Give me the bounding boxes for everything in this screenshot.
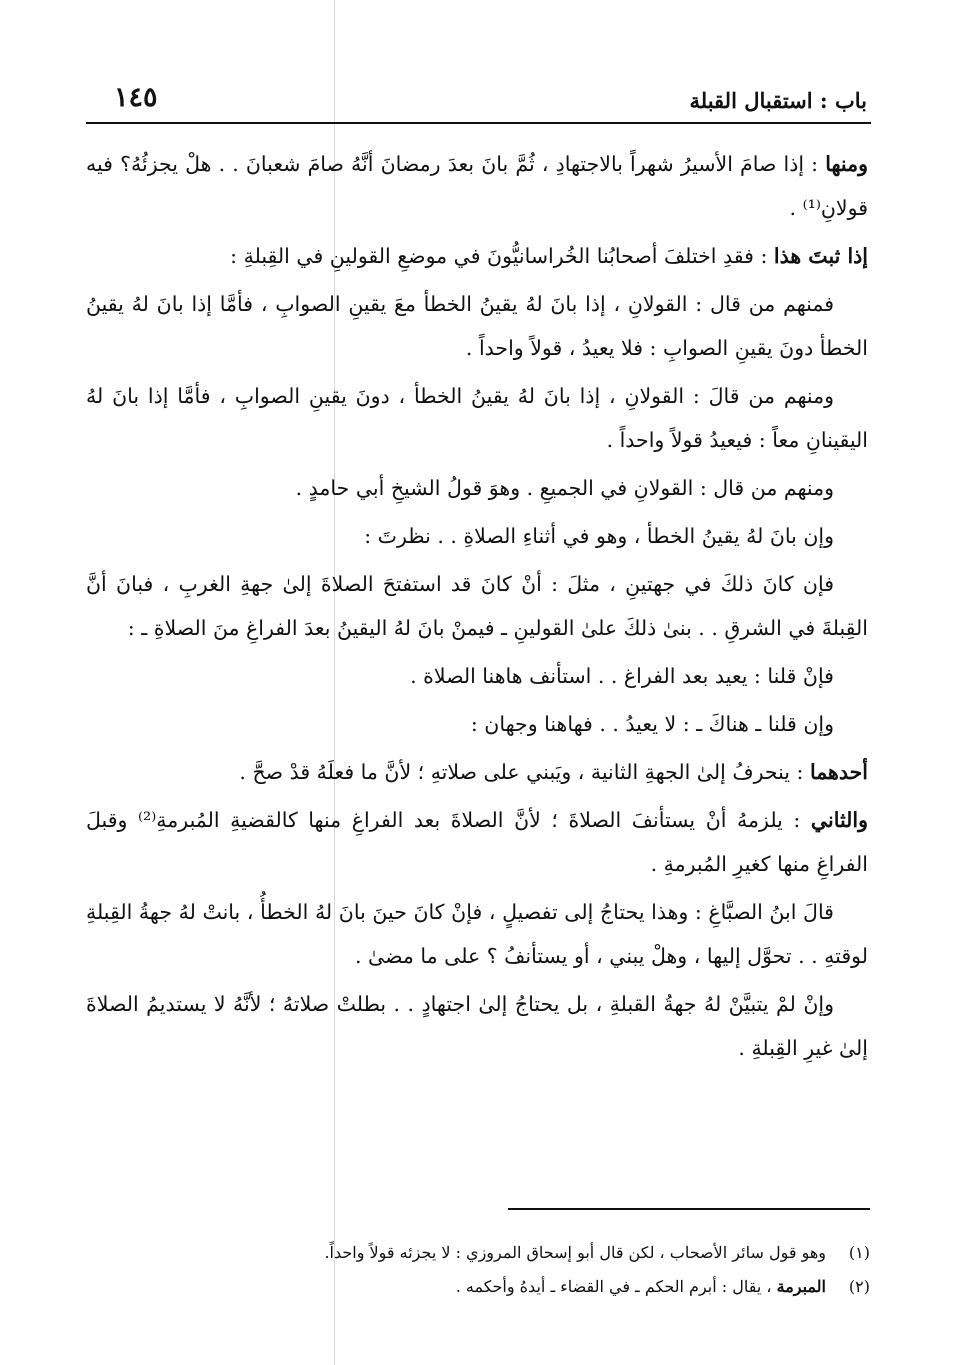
paragraph [86, 798, 868, 886]
paragraph-lead: والثاني [810, 808, 868, 832]
paragraph-text: وإن بانَ لهُ يقينُ الخطأ ، وهو في أثناءِ الصلاةِ . . نظرتَ : [364, 524, 834, 548]
paragraph [86, 282, 868, 370]
paragraph-text: ومنهم من قال : القولانِ في الجميعِ . وهوَ قولُ الشيخِ أبي حامدٍ . [295, 476, 834, 500]
page-number: ١٤٥ [114, 82, 158, 113]
paragraph [86, 374, 868, 462]
paragraph [86, 982, 868, 1070]
paragraph-text: فإنْ قلنا : يعيد بعد الفراغ . . استأنف هاهنا الصلاة . [410, 664, 834, 688]
footnote [120, 1270, 870, 1304]
paragraph-lead: إذا ثبتَ هذا [773, 244, 868, 268]
paragraph-text: : إذا صامَ الأسيرُ شهراً بالاجتهادِ ، ثُمَّ بانَ بعدَ رمضانَ أنَّهُ صامَ شعبانَ . . هلْ يجزئُهُ؟ فيه قولانِ⁽¹⁾ . [86, 152, 868, 220]
paragraph-text: قالَ ابنُ الصبَّاغِ : وهذا يحتاجُ إلى تفصيلٍ ، فإنْ كانَ حينَ بانَ لهُ الخطأُ ، بانتْ لهُ جهةُ القِبلةِ لوقتهِ . . تحوَّل إليها ، وهلْ يبني ، أو يستأنفُ ؟ على ما مضىٰ . [86, 900, 868, 968]
paragraph-text: : فقدِ اختلفَ أصحابُنا الخُراسانيُّونَ في موضعِ القولينِ في القِبلةِ : [230, 244, 774, 268]
footnote-text: وهو قول سائر الأصحاب ، لكن قال أبو إسحاق المروزي : لا يجزئه قولاً واحداً. [324, 1243, 826, 1262]
paragraph [86, 702, 868, 746]
paragraph-lead: ومنها [825, 152, 868, 176]
paragraph [86, 562, 868, 650]
page-header [92, 82, 867, 122]
paragraph-text: وإنْ لمْ يتبيَّنْ لهُ جهةُ القبلةِ ، بل يحتاجُ إلىٰ اجتهادٍ . . بطلتْ صلاتهُ ؛ لأنَّهُ لا يستديمُ الصلاةَ إلىٰ غيرِ القِبلةِ . [86, 992, 868, 1060]
header-rule [86, 122, 871, 124]
footnotes [120, 1236, 870, 1304]
footnote-number: (٢) [848, 1277, 870, 1296]
paragraph [86, 142, 868, 230]
paragraph [86, 514, 868, 558]
paragraph-text: : ينحرفُ إلىٰ الجهةِ الثانية ، ويَبني على صلاتهِ ؛ لأنَّ ما فعلَهُ قدْ صحَّ . [239, 760, 810, 784]
paragraph [86, 890, 868, 978]
footnote [120, 1236, 870, 1270]
paragraph-lead: أحدهما [809, 760, 868, 784]
paragraph-text: وإن قلنا ـ هناكَ ـ : لا يعيدُ . . فهاهنا وجهان : [470, 712, 834, 736]
footnote-text: ، يقال : أبرم الحكم ـ في القضاء ـ أيدهُ وأحكمه . [455, 1277, 777, 1296]
footnote-number: (١) [848, 1243, 870, 1262]
paragraph-text: : يلزمهُ أنْ يستأنفَ الصلاةَ ؛ لأنَّ الصلاةَ بعد الفراغِ منها كالقضيةِ المُبرمةِ⁽²⁾ وقبلَ الفراغِ منها كغيرِ المُبرمةِ . [86, 808, 868, 876]
footnote-lead: المبرمة [776, 1277, 826, 1296]
paragraph-text: ومنهم من قالَ : القولانِ ، إذا بانَ لهُ يقينُ الخطأ ، دونَ يقينِ الصوابِ ، فأمَّا إذا بانَ لهُ اليقينانِ معاً : فيعيدُ قولاً واحداً . [86, 384, 868, 452]
paragraph-text: فمنهم من قال : القولانِ ، إذا بانَ لهُ يقينُ الخطأ معَ يقينِ الصوابِ ، فأمَّا إذا بانَ لهُ يقينُ الخطأ دونَ يقينِ الصوابِ : فلا يعيدُ ، قولاً واحداً . [86, 292, 868, 360]
running-title: باب : استقبال القبلة [689, 88, 867, 113]
paragraph [86, 234, 868, 278]
paragraph-text: فإن كانَ ذلكَ في جهتينِ ، مثلَ : أنْ كانَ قد استفتحَ الصلاةَ إلىٰ جهةِ الغربِ ، فبانَ أنَّ القِبلةَ في الشرقِ . . بنىٰ ذلكَ علىٰ القولينِ ـ فيمنْ بانَ لهُ اليقينُ بعدَ الفراغِ منَ الصلاةِ ـ : [86, 572, 868, 640]
paragraph [86, 466, 868, 510]
paragraph [86, 654, 868, 698]
main-text [86, 142, 868, 1074]
paragraph [86, 750, 868, 794]
footnote-rule [508, 1208, 870, 1210]
